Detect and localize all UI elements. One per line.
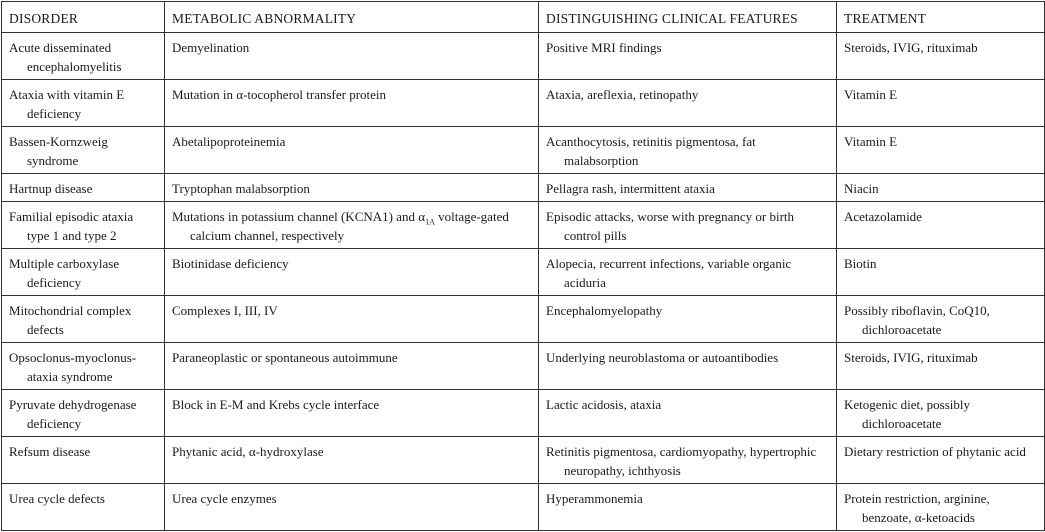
metabolic-abnormality-cell-text: Abetalipoproteinemia [172, 134, 286, 149]
disorder-cell-text: Ataxia with vitamin E deficiency [9, 87, 125, 121]
disorder-cell [2, 127, 165, 174]
clinical-features-cell [539, 390, 837, 437]
clinical-features-cell [539, 343, 837, 390]
disorder-cell-text: Hartnup disease [9, 181, 93, 196]
treatment-cell-text: Vitamin E [844, 87, 898, 102]
table-body [2, 33, 1045, 531]
disorder-cell-text: Multiple carboxylase deficiency [9, 256, 120, 290]
table-row [2, 343, 1045, 390]
table-row [2, 33, 1045, 80]
clinical-features-cell [539, 80, 837, 127]
clinical-features-cell-text: Alopecia, recurrent infections, variable organic aciduria [546, 256, 792, 290]
metabolic-abnormality-cell-text: Mutation in α-tocopherol transfer protein [172, 87, 387, 102]
disorder-cell-text: Mitochondrial complex defects [9, 303, 132, 337]
disorder-cell [2, 484, 165, 531]
disorder-cell-text: Refsum disease [9, 444, 91, 459]
clinical-features-cell-text: Episodic attacks, worse with pregnancy or birth control pills [546, 209, 795, 243]
table-row [2, 249, 1045, 296]
treatment-cell [837, 484, 1045, 531]
clinical-features-cell-text: Hyperammonemia [546, 491, 643, 506]
clinical-features-cell-text: Encephalomyelopathy [546, 303, 663, 318]
clinical-features-cell-text: Ataxia, areflexia, retinopathy [546, 87, 699, 102]
disorder-cell-text: Opsoclonus-myoclonus-ataxia syndrome [9, 350, 137, 384]
metabolic-abnormality-cell-text: Urea cycle enzymes [172, 491, 277, 506]
table-row [2, 437, 1045, 484]
table-row [2, 174, 1045, 202]
treatment-cell-text: Vitamin E [844, 134, 898, 149]
treatment-cell [837, 296, 1045, 343]
disorder-cell [2, 249, 165, 296]
metabolic-abnormality-cell [165, 80, 539, 127]
table-row [2, 296, 1045, 343]
disorder-cell [2, 296, 165, 343]
metabolic-abnormality-cell [165, 484, 539, 531]
treatment-cell-text: Dietary restriction of phytanic acid [844, 444, 1026, 459]
treatment-cell-text: Steroids, IVIG, rituximab [844, 40, 978, 55]
clinical-features-cell-text: Lactic acidosis, ataxia [546, 397, 662, 412]
clinical-features-cell [539, 249, 837, 296]
treatment-cell-text: Biotin [844, 256, 877, 271]
metabolic-abnormality-cell [165, 249, 539, 296]
clinical-features-cell [539, 202, 837, 249]
metabolic-abnormality-cell [165, 343, 539, 390]
clinical-features-cell-text: Retinitis pigmentosa, cardiomyopathy, hypertrophic neuropathy, ichthyosis [546, 444, 817, 478]
header-clinical-features: DISTINGUISHING CLINICAL FEATURES [539, 2, 837, 33]
treatment-cell-text: Protein restriction, arginine, benzoate, α-ketoacids [844, 491, 990, 525]
metabolic-abnormality-cell-text: Block in E-M and Krebs cycle interface [172, 397, 380, 412]
clinical-features-cell-text: Acanthocytosis, retinitis pigmentosa, fat malabsorption [546, 134, 756, 168]
disorder-cell [2, 343, 165, 390]
clinical-features-cell [539, 484, 837, 531]
treatment-cell [837, 249, 1045, 296]
treatment-cell [837, 202, 1045, 249]
table-row [2, 202, 1045, 249]
clinical-features-cell-text: Pellagra rash, intermittent ataxia [546, 181, 715, 196]
metabolic-abnormality-cell [165, 174, 539, 202]
clinical-features-cell [539, 127, 837, 174]
metabolic-abnormality-cell-text: Tryptophan malabsorption [172, 181, 310, 196]
disorder-cell-text: Acute disseminated encephalomyelitis [9, 40, 122, 74]
metabolic-abnormality-cell-text: Paraneoplastic or spontaneous autoimmune [172, 350, 398, 365]
metabolic-abnormality-cell-text: Complexes I, III, IV [172, 303, 278, 318]
treatment-cell-text: Niacin [844, 181, 879, 196]
clinical-features-cell [539, 296, 837, 343]
disorder-cell-text: Urea cycle defects [9, 491, 105, 506]
clinical-features-cell [539, 437, 837, 484]
disorder-cell [2, 437, 165, 484]
header-treatment: TREATMENT [837, 2, 1045, 33]
clinical-features-cell-text: Positive MRI findings [546, 40, 662, 55]
treatment-cell-text: Possibly riboflavin, CoQ10, dichloroacetate [844, 303, 990, 337]
metabolic-abnormality-cell [165, 437, 539, 484]
treatment-cell [837, 80, 1045, 127]
treatment-cell-text: Steroids, IVIG, rituximab [844, 350, 978, 365]
clinical-features-cell-text: Underlying neuroblastoma or autoantibodies [546, 350, 779, 365]
metabolic-abnormality-cell [165, 33, 539, 80]
treatment-cell-text: Acetazolamide [844, 209, 922, 224]
table-row [2, 80, 1045, 127]
table-row [2, 390, 1045, 437]
clinical-features-cell [539, 33, 837, 80]
header-disorder: DISORDER [2, 2, 165, 33]
table-row [2, 484, 1045, 531]
disorder-cell [2, 80, 165, 127]
disorder-cell-text: Pyruvate dehydrogenase deficiency [9, 397, 137, 431]
disorder-cell-text: Bassen-Kornzweig syndrome [9, 134, 108, 168]
metabolic-abnormality-cell-text: Phytanic acid, α-hydroxylase [172, 444, 324, 459]
disorder-cell [2, 174, 165, 202]
disorder-cell [2, 202, 165, 249]
clinical-features-cell [539, 174, 837, 202]
header-row [2, 2, 1045, 33]
disorders-table [1, 1, 1045, 531]
metabolic-abnormality-cell [165, 127, 539, 174]
metabolic-abnormality-cell [165, 202, 539, 249]
metabolic-abnormality-cell-text: Biotinidase deficiency [172, 256, 289, 271]
disorder-cell [2, 390, 165, 437]
treatment-cell [837, 127, 1045, 174]
treatment-cell [837, 343, 1045, 390]
treatment-cell [837, 33, 1045, 80]
treatment-cell [837, 390, 1045, 437]
metabolic-abnormality-cell [165, 296, 539, 343]
metabolic-abnormality-cell-text: Demyelination [172, 40, 250, 55]
metabolic-abnormality-cell-text: Mutations in potassium channel (KCNA1) and $\alpha_{1A}$ voltage-gated calcium channel, respectively [172, 209, 509, 243]
disorder-cell [2, 33, 165, 80]
disorder-cell-text: Familial episodic ataxia type 1 and type 2 [9, 209, 134, 243]
treatment-cell [837, 174, 1045, 202]
treatment-cell [837, 437, 1045, 484]
treatment-cell-text: Ketogenic diet, possibly dichloroacetate [844, 397, 971, 431]
metabolic-abnormality-cell [165, 390, 539, 437]
table-row [2, 127, 1045, 174]
header-metabolic-abnormality: METABOLIC ABNORMALITY [165, 2, 539, 33]
